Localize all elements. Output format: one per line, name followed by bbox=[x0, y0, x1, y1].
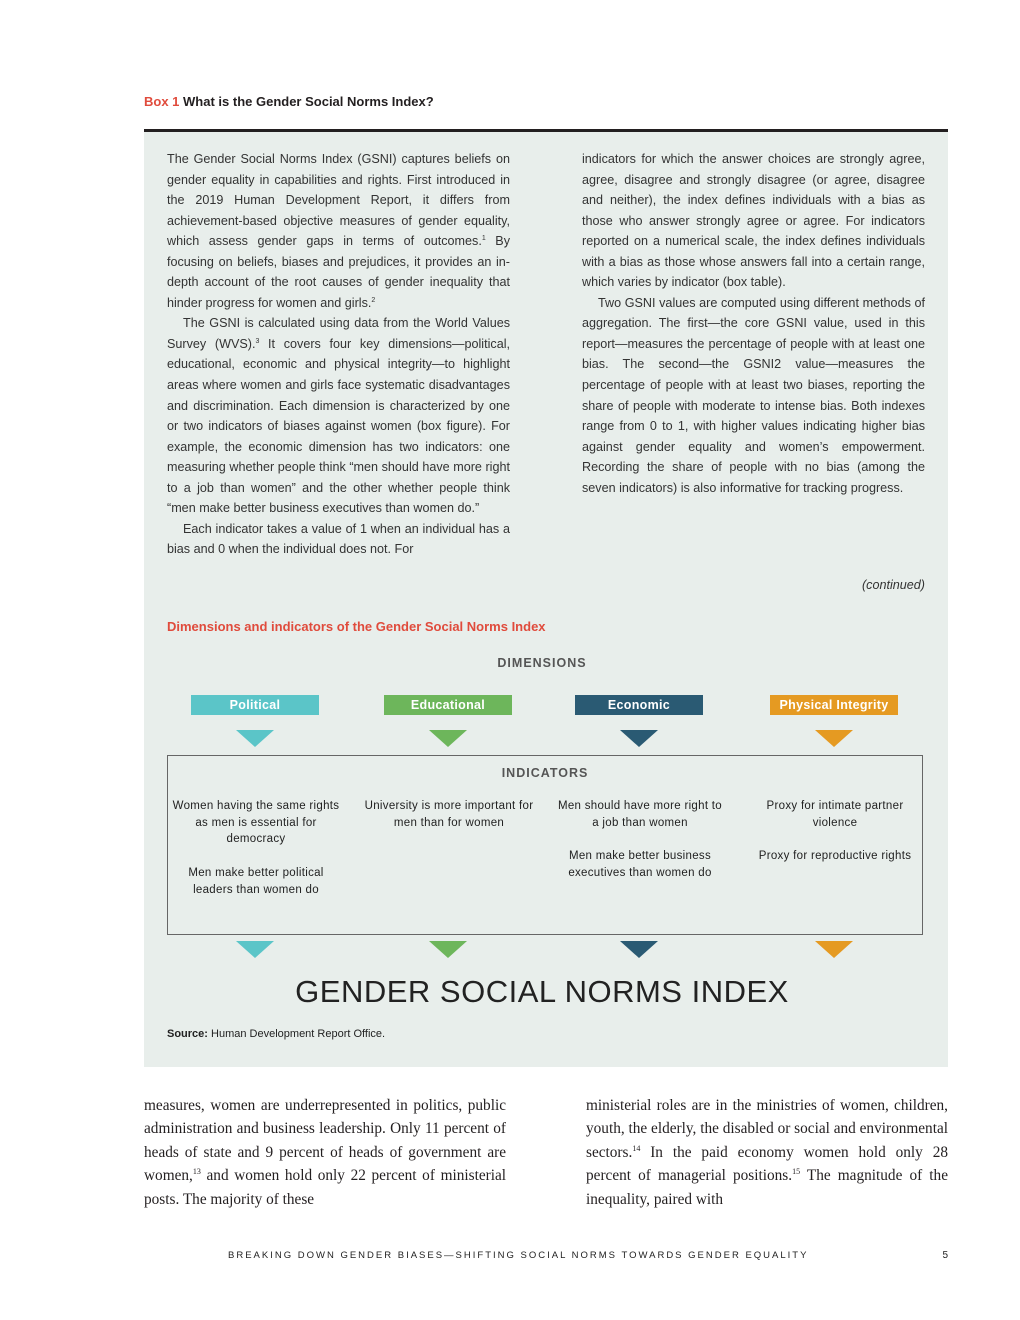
dimension-economic: Economic bbox=[575, 695, 703, 715]
footnote-ref[interactable]: 2 bbox=[371, 296, 376, 304]
arrow-down-icon bbox=[620, 941, 658, 958]
box-paragraph: The GSNI is calculated using data from the World Values Survey (WVS).$^3$ It covers four key dimensions—political, educational, economic and physical integrity—to highlight areas where women and girls face systematic disadvantages and discrimination. Each dimension is characterized by one or two indicators of biases against women (box figure). For example, the economic dimension has two indicators: one measuring whether people think “men should have more right to a job than women” and the other whether people think “men make better business executives than women do.” bbox=[167, 316, 510, 516]
box-paragraph: The Gender Social Norms Index (GSNI) captures beliefs on gender equality in capabilities and rights. First introduced in the 2019 Human Development Report, it differs from achievement-based objective measures of gender equality, which assess gender gaps in terms of outcomes.$^1$ By focusing on beliefs, biases and prejudices, it provides an in-depth account of the root causes of gender inequality that hinder progress for women and girls.$^2$ bbox=[167, 152, 511, 310]
arrow-down-icon bbox=[620, 730, 658, 747]
box-label: Box 1 bbox=[144, 94, 180, 109]
arrow-down-icon bbox=[815, 730, 853, 747]
box-left-column bbox=[167, 149, 510, 560]
arrow-down-icon bbox=[815, 941, 853, 958]
body-right-column: ministerial roles are in the ministries of women, children, youth, the elderly, the disabled or social and environmental sectors.$^{14}$ In the paid economy women hold only 28 percent of managerial positions.$^{15}$ The magnitude of the inequality, paired with bbox=[586, 1097, 948, 1208]
arrow-down-icon bbox=[236, 730, 274, 747]
indicator-column bbox=[555, 798, 725, 899]
indicator-item: Men make better business executives than women do bbox=[568, 850, 712, 880]
footnote-ref[interactable]: 13 bbox=[192, 1167, 201, 1177]
box-right-column bbox=[582, 149, 925, 498]
box-heading: What is the Gender Social Norms Index? bbox=[183, 94, 434, 109]
footnote-ref[interactable]: 1 bbox=[481, 235, 486, 243]
indicators-label: INDICATORS bbox=[501, 766, 589, 780]
indicator-column bbox=[364, 798, 534, 848]
indicator-column bbox=[750, 798, 920, 882]
footnote-ref[interactable]: 15 bbox=[792, 1167, 801, 1177]
indicator-item: Men make better political leaders than women do bbox=[188, 867, 324, 896]
indicator-column bbox=[171, 798, 341, 916]
dimension-physical-integrity: Physical Integrity bbox=[770, 695, 898, 715]
page-number: 5 bbox=[942, 1250, 948, 1261]
box-paragraph: indicators for which the answer choices are strongly agree, agree, disagree and strongly disagree (or agree, disagree and neither), the index defines individuals with a bias as those who answer strongly agree or agree. For indicators reported on a numerical scale, the index defines individuals with a bias as those whose answers fall into a certain range, which varies by indicator (box table). bbox=[582, 152, 925, 290]
arrow-down-icon bbox=[429, 730, 467, 747]
box-paragraph: Two GSNI values are computed using different methods of aggregation. The first—the core GSNI value, used in this report—measures the percentage of people with at least one bias. The second—the GSNI2 value—measures the percentage of people with at least two biases, reporting the share of people with moderate to intense bias. Both indexes range from 0 to 1, with higher values indicating higher bias against gender equality and women’s empowerment. Recording the share of people with no bias (among the seven indicators) is also informative for tracking progress. bbox=[582, 295, 925, 495]
dimensions-label: DIMENSIONS bbox=[497, 656, 587, 670]
figure-source bbox=[167, 1028, 385, 1040]
indicator-item: University is more important for men than for women bbox=[364, 800, 534, 829]
index-label: GENDER SOCIAL NORMS INDEX bbox=[295, 974, 789, 1009]
box-paragraph: Each indicator takes a value of 1 when an individual has a bias and 0 when the individual does not. For bbox=[167, 521, 510, 557]
dimension-educational: Educational bbox=[384, 695, 512, 715]
continued-note: (continued) bbox=[861, 578, 925, 592]
footnote-ref[interactable]: 3 bbox=[255, 337, 260, 345]
body-left-column: measures, women are underrepresented in politics, public administration and business leadership. Only 11 percent of heads of state and 9 percent of heads of government are women,$^{13}$ and women hold only 22 percent of ministerial posts. The majority of these bbox=[144, 1097, 506, 1208]
indicator-item: Women having the same rights as men is essential for democracy bbox=[172, 800, 340, 846]
indicator-item: Men should have more right to a job than women bbox=[557, 800, 723, 829]
running-footer: BREAKING DOWN GENDER BIASES—SHIFTING SOCIAL NORMS TOWARDS GENDER EQUALITY bbox=[228, 1250, 809, 1261]
source-label: Source: bbox=[167, 1028, 208, 1040]
indicators-box bbox=[167, 755, 923, 935]
source-text: Human Development Report Office. bbox=[211, 1028, 386, 1040]
figure-title: Dimensions and indicators of the Gender Social Norms Index bbox=[167, 619, 546, 634]
dimension-political: Political bbox=[191, 695, 319, 715]
arrow-down-icon bbox=[236, 941, 274, 958]
box-title bbox=[144, 94, 434, 109]
footnote-ref[interactable]: 14 bbox=[632, 1143, 641, 1153]
arrow-down-icon bbox=[429, 941, 467, 958]
indicator-item: Proxy for reproductive rights bbox=[758, 850, 912, 863]
box-panel bbox=[144, 132, 948, 1067]
indicator-item: Proxy for intimate partner violence bbox=[766, 800, 904, 829]
